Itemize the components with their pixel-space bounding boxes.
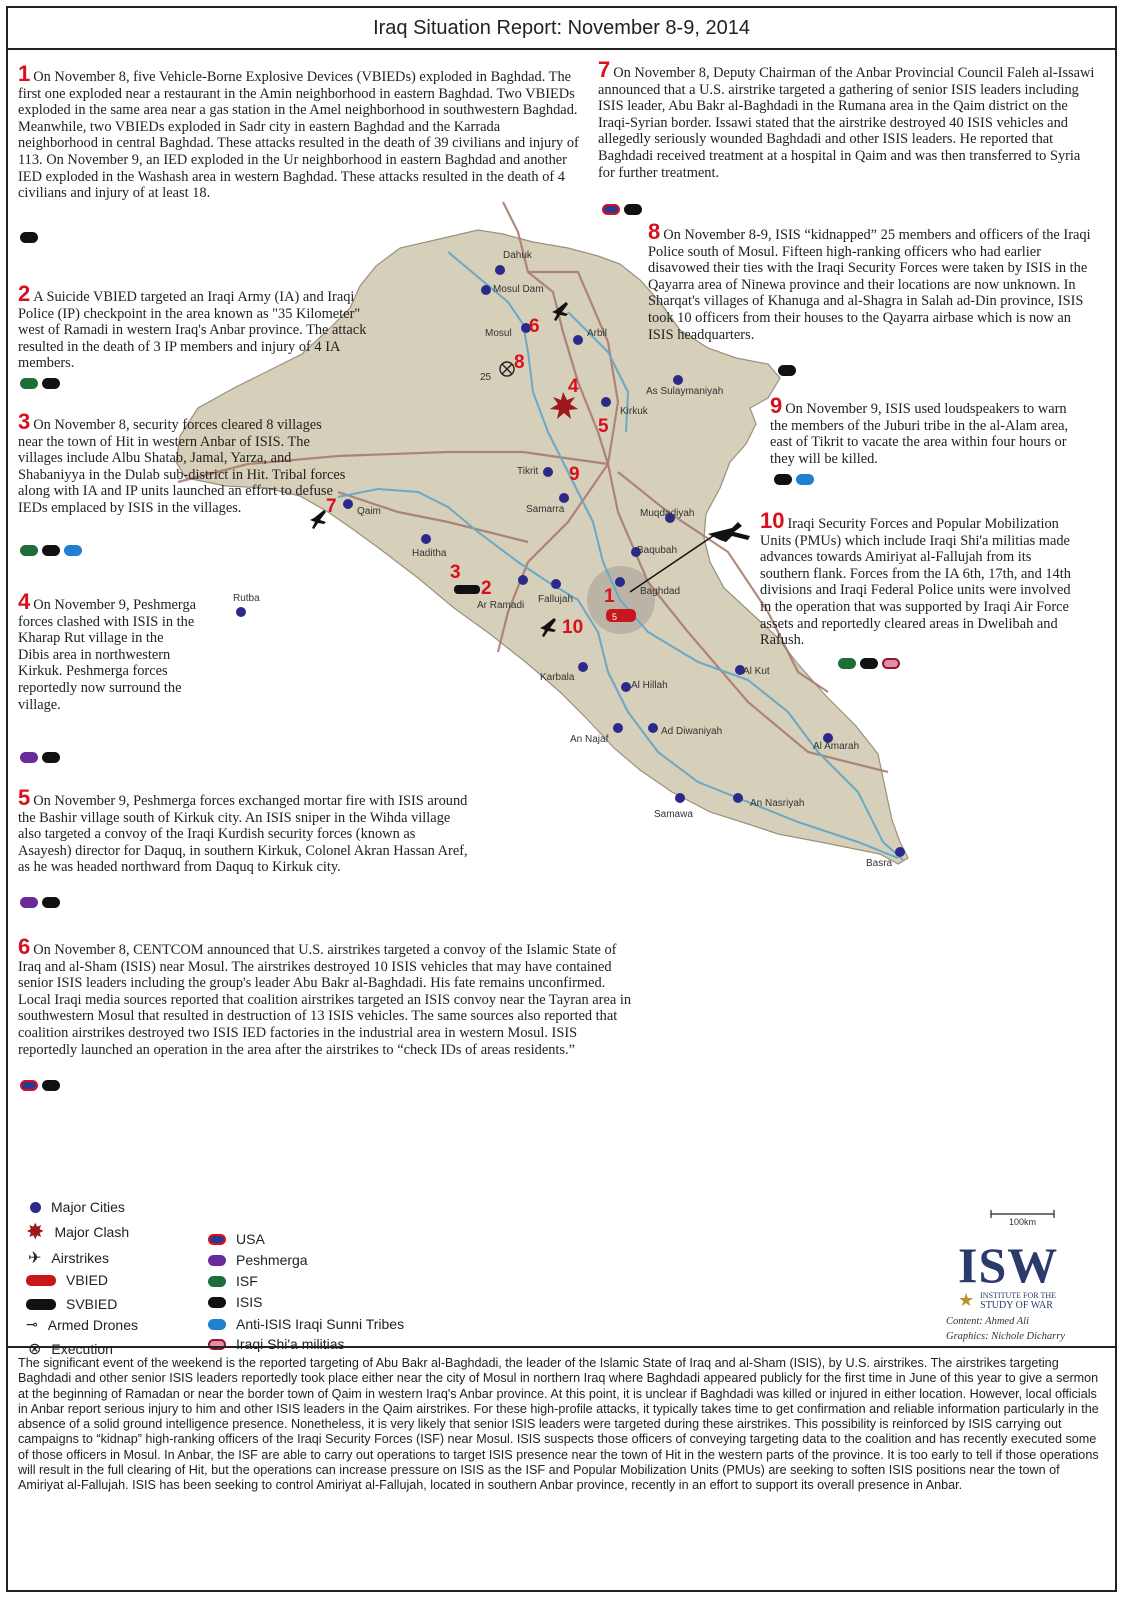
peshmerga-swatch (208, 1255, 226, 1266)
report-number: 10 (760, 508, 785, 533)
armed-drone-icon (708, 522, 750, 542)
report-text: On November 9, Peshmerga forces clashed with ISIS in the Kharap Rut village in the Dibis area in northwestern Kirkuk. Peshmerga forces reportedly now surround the village. (18, 597, 197, 713)
city-marker (481, 285, 491, 295)
isis-swatch (208, 1297, 226, 1308)
report-5 (18, 785, 470, 876)
isw-logo-sub2: STUDY OF WAR (980, 1299, 1053, 1311)
report-9 (770, 393, 1070, 467)
isw-logo-sub1: INSTITUTE FOR THE (980, 1290, 1056, 1300)
isw-logo (958, 1237, 1059, 1311)
report-number: 9 (770, 393, 783, 418)
report-number: 5 (18, 785, 31, 810)
legend-shia-militias: Iraqi Shi'a militias (208, 1336, 345, 1352)
map-event-3: 3 (450, 562, 461, 583)
city-label-hillah: Al Hillah (631, 680, 668, 691)
report-2 (18, 281, 368, 372)
city-marker (578, 662, 588, 672)
report-4 (18, 589, 198, 713)
city-label-amarah: Al Amarah (813, 741, 860, 752)
city-label-rutba: Rutba (233, 593, 260, 604)
city-marker (495, 265, 505, 275)
legend-peshmerga: Peshmerga (208, 1252, 308, 1268)
isis-tag (778, 365, 796, 376)
map-event-6: 6 (529, 316, 540, 337)
legend-major-clash: ✸ Major Clash (26, 1219, 130, 1244)
report-text: On November 8, five Vehicle-Borne Explosive Devices (VBIEDs) exploded in Baghdad. The first one exploded near a restaurant in the Amin neighborhood in eastern Baghdad. Two VBIEDs exploded in the same area near a gas station in the Amel neighborhood in southwestern Baghdad. Meanwhile, two VBIEDs exploded in Sadr city in eastern Baghdad and the Karrada neighborhood in central Baghdad. These attacks resulted in the death of 39 civilians and injury of 113. On November 9, an IED exploded in the Ur neighborhood in eastern Baghdad and another IED exploded in the Washash area in western Baghdad. These attacks resulted in the death of 4 civilians and injury of at least 18. (18, 69, 579, 202)
report-10 (760, 508, 1078, 649)
isis-tag (42, 897, 60, 908)
city-marker (551, 579, 561, 589)
star-icon: ★ (958, 1290, 975, 1310)
map-event-7: 7 (326, 496, 337, 517)
city-label-samawa: Samawa (654, 809, 693, 820)
black-car-icon (26, 1299, 56, 1310)
credit-content: Content: Ahmed Ali (946, 1316, 1030, 1327)
city-label-haditha: Haditha (412, 548, 447, 559)
city-marker (648, 723, 658, 733)
report-text: A Suicide VBIED targeted an Iraqi Army (IA) and Iraqi Police (IP) checkpoint in the area known as "35 Kilometer" west of Ramadi in western Iraq's Anbar province. The attack resulted in the death of 3 IP members and injury of 4 IA members. (18, 289, 367, 372)
isis-tag (42, 545, 60, 556)
report-number: 6 (18, 934, 31, 959)
city-marker (615, 577, 625, 587)
map-event-4: 4 (568, 376, 579, 397)
city-label-baghdad: Baghdad (640, 586, 681, 597)
city-label-dahuk: Dahuk (503, 250, 532, 261)
isf-tag (20, 378, 38, 389)
execution-legend-icon: ⊗ (28, 1341, 42, 1358)
vbied-icon (606, 609, 636, 622)
actor-tags (838, 658, 900, 669)
report-number: 3 (18, 409, 31, 434)
city-marker (421, 534, 431, 544)
map-event-8: 8 (514, 352, 525, 373)
city-label-najaf: An Najaf (570, 734, 609, 745)
shia-tag (882, 658, 900, 669)
legend-airstrikes: ✈ Airstrikes (28, 1250, 109, 1267)
map-event-9: 9 (569, 464, 580, 485)
city-label-diwaniyah: Ad Diwaniyah (661, 726, 723, 737)
legend-isf: ISF (208, 1273, 258, 1289)
isf-tag (838, 658, 856, 669)
legend-execution: ⊗ Execution (28, 1341, 113, 1358)
city-label-karbala: Karbala (540, 672, 575, 683)
report-text: On November 8, security forces cleared 8 villages near the town of Hit in western Anbar of ISIS. The villages include Albu Shatab, Jamal, Yarza, and Shabaniyya in the Dulab sub-district in Hit. Tribal forces along with IA and IP units launched an effort to defuse IEDs emplaced by ISIS in the villages. (18, 417, 346, 516)
credit-graphics: Graphics: Nichole Dicharry (946, 1331, 1065, 1342)
map-event-10: 10 (562, 617, 584, 638)
city-marker (673, 375, 683, 385)
city-label-muqdadiyah: Muqdadiyah (640, 508, 695, 519)
clash-icon: ✸ (26, 1219, 45, 1244)
city-label-ramadi: Ar Ramadi (477, 600, 525, 611)
usa-swatch (208, 1234, 226, 1245)
actor-tags (602, 204, 642, 215)
map-event-1: 1 (604, 586, 615, 607)
city-label-samarra: Samarra (526, 504, 565, 515)
actor-tags (20, 897, 60, 908)
usa-tag (20, 1080, 38, 1091)
map-event-2: 2 (481, 578, 492, 599)
report-3 (18, 409, 348, 517)
summary-text: The significant event of the weekend is the reported targeting of Abu Bakr al-Baghdadi, the leader of the Islamic State of Iraq and al-Sham (ISIS), by U.S. airstrikes. The airstrikes targeting Baghdadi and other senior ISIS leaders reportedly took place either near the city of Mosul in northern Iraq where Baghdadi appeared publicly for the first time in June of this year to give a sermon at the beginning of Ramadan or near the border town of Qaim in western Iraq's Anbar province. At this point, it is unclear if Baghdadi was killed or injured in either location. However, local officials in Anbar report serious injury to him and other ISIS leaders in the Qaim airstrikes. For these high-profile attacks, it typically takes time to get confirmation and reliable information particularly in the absence of a solid ground intelligence presence. Nonetheless, it is very likely that senior ISIS leaders were targeted during these airstrikes. This possibility is reinforced by ISIS carrying out campaigns to “kidnap” high-ranking officers of the Iraqi Security Forces (ISF) near Mosul. ISIS suspects those officers of conveying targeting data to the coalition and has recently executed some of those officers in Mosul. In Anbar, the ISF are able to carry out operations to target ISIS presence near the town of Hit in the western parts of the province. It is too early to tell if those operations will result in the full clearing of Hit, but the operations can increase pressure on ISIS as the ISF and Popular Mobilization Units (PMUs) are seeking to soften ISIS positions near the town of Amiriyat al-Fallujah. ISIS has been seeking to control Amiriyat al-Fallujah, located in southern Anbar province, recently in an effort to support its overall presence in Anbar. (8, 1346, 1115, 1590)
actor-tags (774, 474, 814, 485)
red-car-icon (26, 1275, 56, 1286)
report-1 (18, 61, 583, 202)
report-number: 2 (18, 281, 31, 306)
city-label-mosul: Mosul (485, 328, 512, 339)
report-number: 1 (18, 61, 31, 86)
city-label-sulaymaniyah: As Sulaymaniyah (646, 386, 724, 397)
city-label-nasriyah: An Nasriyah (750, 798, 805, 809)
isis-tag (42, 1080, 60, 1091)
legend-anti-isis-tribes: Anti-ISIS Iraqi Sunni Tribes (208, 1316, 404, 1332)
peshmerga-tag (20, 752, 38, 763)
usa-tag (602, 204, 620, 215)
city-marker (613, 723, 623, 733)
actor-tags (20, 545, 82, 556)
city-marker (733, 793, 743, 803)
tribes-swatch (208, 1319, 226, 1330)
isf-tag (20, 545, 38, 556)
report-text: Iraqi Security Forces and Popular Mobilization Units (PMUs) which include Iraqi Shi'a militias made advances towards Amiriyat al-Fallujah from its southern flank. Forces from the IA 6th, 17th, and 14th divisions and Iraqi Federal Police units were involved in the operation that was supported by Iraqi Air Force assets and reportedly cleared areas in Dwelibah and Rafush. (760, 516, 1071, 649)
map-event-5: 5 (598, 416, 609, 437)
city-label-tikrit: Tikrit (517, 466, 539, 477)
city-marker (895, 847, 905, 857)
drone-icon: ⊸ (26, 1316, 38, 1332)
legend-isis: ISIS (208, 1294, 262, 1310)
page-title: Iraq Situation Report: November 8-9, 2014 (6, 6, 1117, 50)
scale-label: 100km (1009, 1217, 1037, 1227)
legend-major-cities: Major Cities (30, 1199, 125, 1215)
actor-tags (20, 752, 60, 763)
isis-tag (42, 378, 60, 389)
report-text: On November 8, Deputy Chairman of the Anbar Provincial Council Faleh al-Issawi announced that a U.S. airstrike targeted a gathering of senior ISIS leaders including ISIS leader, Abu Bakr al-Baghdadi in the Rumana area in the Qaim district on the Iraqi-Syrian border. Issawi stated that the airstrike destroyed 40 ISIS vehicles and allegedly seriously wounded Baghdadi and other ISIS leaders. He reported that Baghdadi received treatment at a hospital in Qaim and was then transferred to Syria for further treatment. (598, 65, 1095, 181)
city-label-kut: Al Kut (743, 666, 770, 677)
report-6 (18, 934, 633, 1058)
actor-tags (778, 365, 796, 376)
city-marker (543, 467, 553, 477)
report-text: On November 9, ISIS used loudspeakers to warn the members of the Juburi tribe in the al-Alam area, east of Tikrit to vacate the area within four hours or they will be killed. (770, 401, 1069, 467)
actor-tags (20, 378, 60, 389)
city-label-qaim: Qaim (357, 506, 381, 517)
legend-svbied: SVBIED (26, 1296, 117, 1312)
isw-logo-text: ISW (958, 1237, 1059, 1293)
city-marker (601, 397, 611, 407)
legend-armed-drones: ⊸ Armed Drones (26, 1316, 138, 1333)
isis-tag (774, 474, 792, 485)
report-8 (648, 219, 1100, 343)
city-label-basra: Basra (866, 858, 893, 869)
tribes-tag (64, 545, 82, 556)
actor-tags (20, 1080, 60, 1091)
isf-swatch (208, 1276, 226, 1287)
tribes-tag (796, 474, 814, 485)
report-text: On November 8-9, ISIS “kidnapped” 25 members and officers of the Iraqi Police south of Mosul. Fifteen high-ranking officers who had earlier disavowed their ties with the Iraqi Security Forces were taken by ISIS in the Qayarra area of Ninewa province and their locations are now unknown. In Sharqat's villages of Khanuga and al-Shagra in Salah ad-Din province, ISIS took 10 officers from their houses to the Qayarra airbase which is now an ISIS headquarters. (648, 227, 1091, 343)
city-marker (236, 607, 246, 617)
city-marker (559, 493, 569, 503)
report-number: 4 (18, 589, 31, 614)
city-label-fallujah: Fallujah (538, 594, 574, 605)
airplane-icon: ✈ (28, 1250, 42, 1267)
vbied-count-label: 5 (612, 612, 618, 622)
isis-tag (624, 204, 642, 215)
city-label-arbil: Arbil (587, 328, 608, 339)
city-marker (675, 793, 685, 803)
city-label-mosul-dam: Mosul Dam (493, 284, 544, 295)
report-text: On November 9, Peshmerga forces exchanged mortar fire with ISIS around the Bashir village south of Kirkuk city. An ISIS sniper in the Wihda village also targeted a convoy of the Iraqi Kurdish security forces (known as Asayesh) director for Daquq, in southern Kirkuk, Colonel Akran Hassan Aref, as he was headed northward from Daquq to Kirkuk city. (18, 793, 468, 876)
report-number: 7 (598, 57, 611, 82)
city-marker (518, 575, 528, 585)
legend-vbied: VBIED (26, 1272, 108, 1288)
actor-tags (20, 232, 38, 243)
isis-tag (20, 232, 38, 243)
report-text: On November 8, CENTCOM announced that U.S. airstrikes targeted a convoy of the Islamic State of Iraq and al-Sham (ISIS) near Mosul. The airstrikes destroyed 10 ISIS vehicles that may have contained senior ISIS leaders including the group's leader Abu Bakr al-Baghdadi. His fate remains unconfirmed. Local Iraqi media sources reported that coalition airstrikes targeted an ISIS convoy near the Tayran area in southwestern Mosul that resulted in destruction of 13 ISIS vehicles. The same sources also reported that coalition airstrikes destroyed two ISIS IED factories in the industrial area in western Mosul. ISIS reportedly launched an operation in the area after the airstrikes to “check IDs of areas residents.” (18, 942, 632, 1058)
isis-tag (42, 752, 60, 763)
city-label-baqubah: Baqubah (637, 545, 678, 556)
report-number: 8 (648, 219, 661, 244)
isis-tag (860, 658, 878, 669)
city-marker (573, 335, 583, 345)
legend-usa: USA (208, 1231, 265, 1247)
svbied-icon (454, 585, 480, 594)
execution-count-label: 25 (480, 372, 492, 383)
city-label-kirkuk: Kirkuk (620, 406, 648, 417)
peshmerga-tag (20, 897, 38, 908)
report-7 (598, 57, 1098, 181)
city-dot-icon (30, 1202, 41, 1213)
city-marker (621, 682, 631, 692)
